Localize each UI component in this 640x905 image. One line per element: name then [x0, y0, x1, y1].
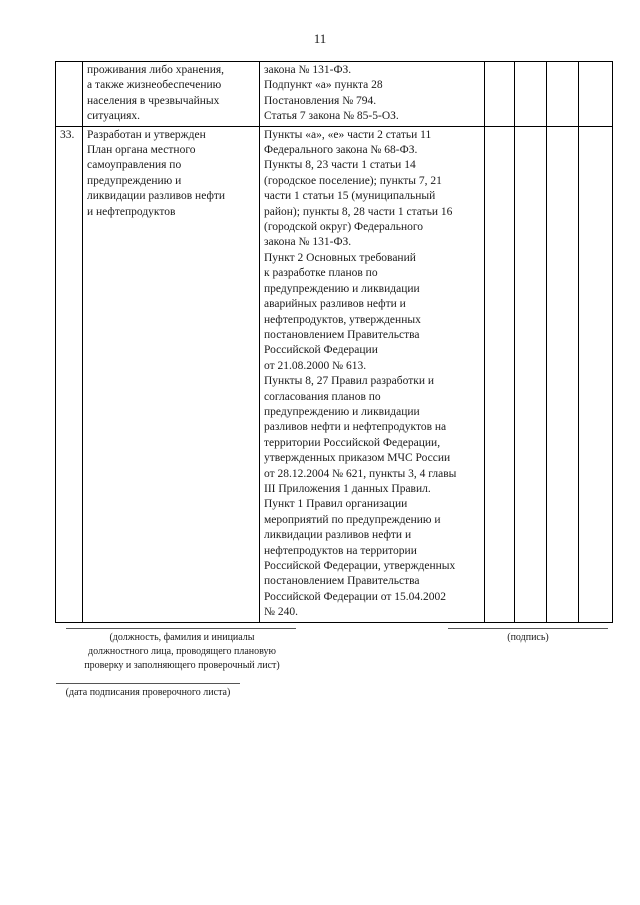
- row-number-cell: [56, 62, 83, 127]
- reference-line: от 21.08.2000 № 613.: [264, 359, 367, 372]
- reference-line: Федерального закона № 68-ФЗ.: [264, 144, 418, 157]
- official-caption-line: (должность, фамилия и инициалы: [109, 632, 255, 643]
- reference-line: Российской Федерации: [264, 344, 378, 357]
- date-caption: (дата подписания проверочного листа): [65, 687, 231, 698]
- page-number: 11: [313, 31, 327, 46]
- requirement-line: ликвидации разливов нефти: [87, 190, 226, 203]
- requirement-line: а также жизнеобеспечению: [87, 79, 222, 92]
- reference-line: нефтепродуктов на территории: [264, 544, 417, 557]
- reference-line: Пункты 8, 23 части 1 статьи 14: [264, 159, 416, 172]
- reference-line: Российской Федерации от 15.04.2002: [264, 590, 446, 603]
- checklist-table: [55, 61, 613, 623]
- reference-line: предупреждению и ликвидации: [264, 405, 420, 418]
- reference-line: Российской Федерации, утвержденных: [264, 560, 456, 572]
- answer-cell[interactable]: [515, 62, 547, 127]
- reference-line: закона № 131-ФЗ.: [264, 236, 352, 249]
- answer-cell[interactable]: [579, 126, 613, 622]
- answer-cell[interactable]: [515, 126, 547, 622]
- answer-cell[interactable]: [579, 62, 613, 127]
- reference-line: аварийных разливов нефти и: [264, 298, 406, 311]
- answer-cell[interactable]: [547, 62, 579, 127]
- reference-line: постановлением Правительства: [264, 575, 420, 588]
- row-number-cell: 33.: [56, 126, 83, 622]
- reference-line: согласования планов по: [264, 390, 381, 403]
- reference-line: части 1 статьи 15 (муниципальный: [264, 190, 436, 203]
- reference-line: район); пункты 8, 28 части 1 статьи 16: [264, 205, 453, 218]
- reference-line: ликвидации разливов нефти и: [264, 529, 412, 542]
- reference-line: Пункт 2 Основных требований: [264, 251, 416, 264]
- requirement-line: Разработан и утвержден: [87, 128, 206, 141]
- reference-line: Постановления № 794.: [264, 94, 377, 107]
- reference-line: № 240.: [264, 606, 298, 619]
- requirement-cell: [83, 62, 260, 127]
- reference-line: Пункт 1 Правил организации: [264, 498, 408, 511]
- reference-cell: [260, 62, 485, 127]
- table-row: [56, 126, 613, 622]
- reference-line: разливов нефти и нефтепродуктов на: [264, 421, 447, 434]
- requirement-line: ситуациях.: [87, 110, 141, 123]
- requirement-line: План органа местного: [87, 144, 196, 157]
- answer-cell[interactable]: [485, 62, 515, 127]
- reference-line: постановлением Правительства: [264, 328, 420, 341]
- reference-line: утвержденных приказом МЧС России: [264, 452, 451, 465]
- official-caption: [40, 631, 324, 673]
- reference-line: (городской округ) Федерального: [264, 221, 424, 234]
- official-signature-line: [66, 628, 296, 629]
- reference-line: нефтепродуктов, утвержденных: [264, 313, 421, 326]
- requirement-line: населения в чрезвычайных: [87, 94, 220, 107]
- reference-line: к разработке планов по: [264, 267, 378, 280]
- requirement-cell: [83, 126, 260, 622]
- reference-cell: [260, 126, 485, 622]
- reference-line: мероприятий по предупреждению и: [264, 513, 441, 526]
- table-row: [56, 62, 613, 127]
- official-caption-line: проверку и заполняющего проверочный лист): [84, 660, 280, 671]
- answer-cell[interactable]: [485, 126, 515, 622]
- official-caption-line: должностного лица, проводящего плановую: [88, 646, 276, 657]
- reference-line: Статья 7 закона № 85-5-ОЗ.: [264, 110, 399, 123]
- reference-line: предупреждению и ликвидации: [264, 282, 420, 295]
- reference-line: Пункты «а», «е» части 2 статьи 11: [264, 128, 432, 141]
- requirement-line: и нефтепродуктов: [87, 205, 176, 218]
- reference-line: закона № 131-ФЗ.: [264, 64, 352, 76]
- reference-line: Пункты 8, 27 Правил разработки и: [264, 375, 435, 388]
- reference-line: Подпункт «а» пункта 28: [264, 79, 383, 92]
- requirement-line: самоуправления по: [87, 159, 182, 172]
- date-line: [56, 683, 240, 684]
- reference-line: территории Российской Федерации,: [264, 436, 441, 449]
- signature-caption: (подпись): [507, 632, 549, 643]
- reference-line: (городское поселение); пункты 7, 21: [264, 174, 442, 187]
- reference-line: III Приложения 1 данных Правил.: [264, 482, 431, 495]
- reference-line: от 28.12.2004 № 621, пункты 3, 4 главы: [264, 467, 457, 480]
- requirement-line: предупреждению и: [87, 174, 182, 187]
- requirement-line: проживания либо хранения,: [87, 64, 225, 76]
- signature-line: [448, 628, 608, 629]
- answer-cell[interactable]: [547, 126, 579, 622]
